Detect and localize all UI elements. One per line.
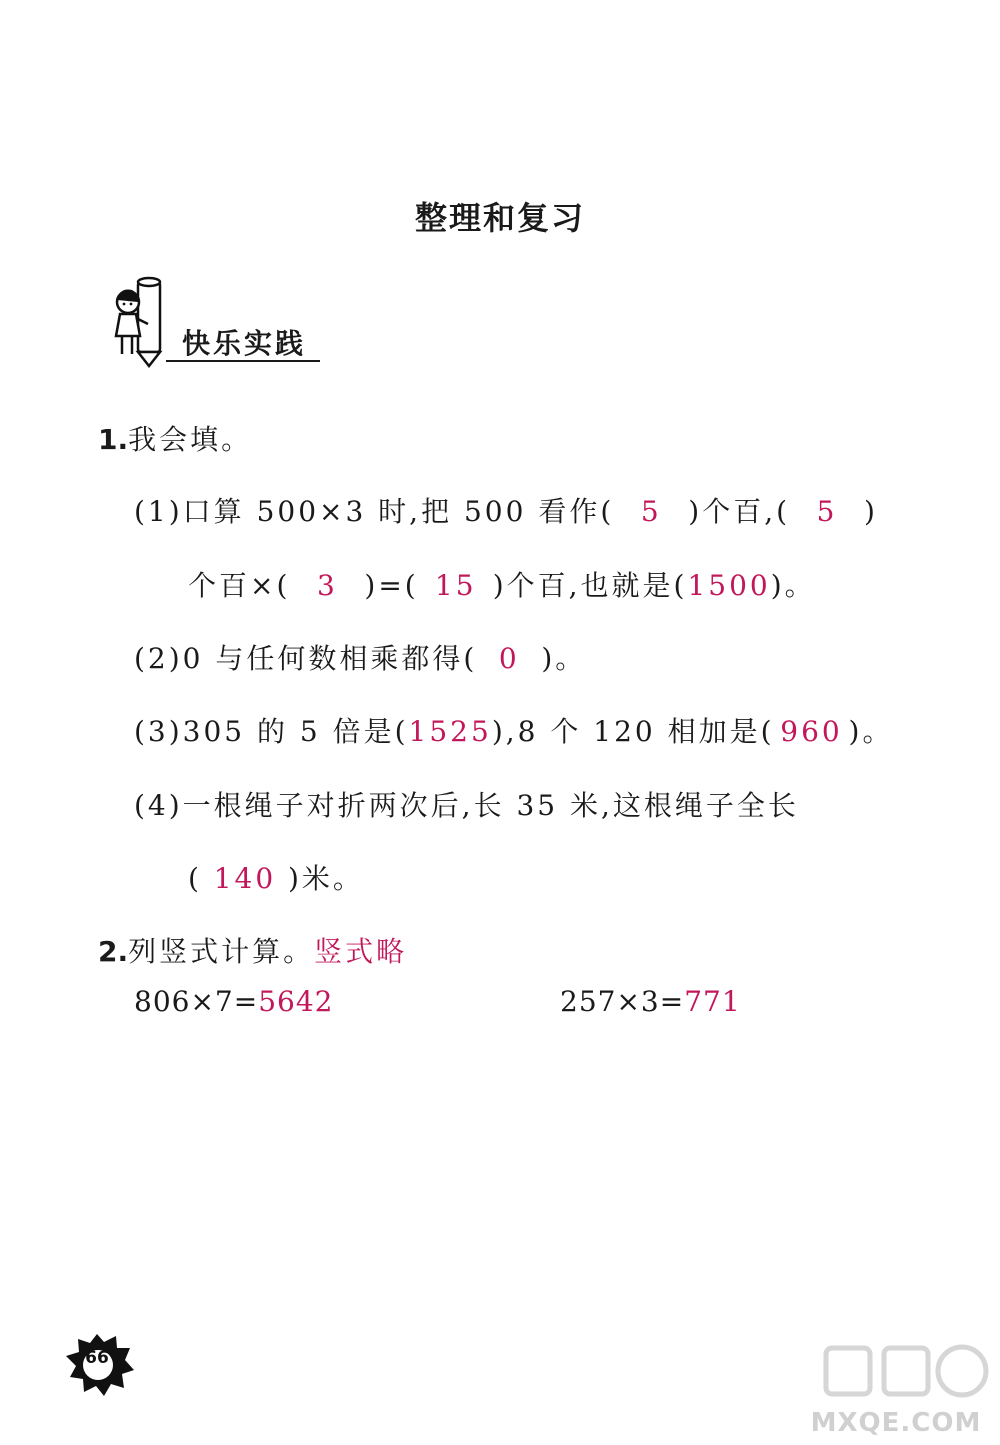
girl-with-pencil-icon [108, 272, 178, 368]
q1-part2 [134, 637, 586, 677]
answer-blank: 1500 [687, 569, 771, 602]
calc-1-expression: 806×7= [134, 985, 259, 1018]
calc-2-answer: 771 [684, 985, 741, 1018]
q1-part3 [134, 710, 893, 750]
q1-part1-text: )。 [770, 569, 816, 602]
answer-blank: 140 [213, 862, 277, 895]
q1-part2-text: (2)0 与任何数相乘都得( [134, 642, 478, 675]
q1-part1-line1 [134, 490, 878, 530]
calc-1-answer: 5642 [258, 985, 334, 1018]
page-number-badge [62, 1330, 136, 1400]
q1-part1-line2 [188, 564, 816, 604]
calc-2 [560, 985, 741, 1018]
calc-2-expression: 257×3= [560, 985, 685, 1018]
question-1-number: 1. [98, 423, 129, 456]
page-number: 66 [85, 1348, 109, 1368]
q1-part3-text: ),8 个 120 相加是( [491, 715, 775, 748]
q1-part2-text: )。 [541, 642, 587, 675]
q1-part4-line1: (4)一根绳子对折两次后,长 35 米,这根绳子全长 [134, 789, 799, 822]
question-2-heading [98, 930, 407, 970]
answer-blank: 5 [640, 495, 662, 528]
answer-blank: 3 [316, 569, 338, 602]
q1-part4-line2 [188, 857, 364, 897]
q1-part1-text: )个百,( [688, 495, 791, 528]
question-1-prompt: 我会填。 [128, 423, 253, 456]
question-2-prompt: 列竖式计算。 [128, 935, 315, 968]
answer-blank: 960 [780, 715, 843, 748]
section-header [108, 272, 320, 368]
q1-part1-text: ) [864, 495, 878, 528]
q1-part4-text: ( [188, 862, 202, 895]
answer-blank: 0 [498, 642, 520, 675]
watermark-text: MXQE.COM [810, 1408, 982, 1438]
answer-watermark-icon [796, 1338, 996, 1408]
q1-part1-text: (1)口算 500×3 时,把 500 看作( [134, 495, 615, 528]
page-title: 整理和复习 [414, 199, 585, 237]
section-underline [166, 360, 320, 362]
question-1-heading [98, 418, 252, 458]
q1-part3-text: (3)305 的 5 倍是( [134, 715, 409, 748]
watermark [796, 1338, 996, 1442]
calc-1 [134, 985, 333, 1018]
section-label: 快乐实践 [182, 327, 307, 360]
q1-part3-text: )。 [848, 715, 894, 748]
q1-part1-text: )个百,也就是( [492, 569, 688, 602]
q1-part1-text: )=( [364, 569, 419, 602]
question-2-number: 2. [98, 935, 129, 968]
answer-note: 竖式略 [314, 935, 408, 968]
answer-blank: 1525 [408, 715, 492, 748]
answer-blank: 5 [816, 495, 838, 528]
answer-blank: 15 [434, 569, 477, 602]
q1-part1-text: 个百×( [188, 569, 291, 602]
q1-part4-text: )米。 [287, 862, 364, 895]
